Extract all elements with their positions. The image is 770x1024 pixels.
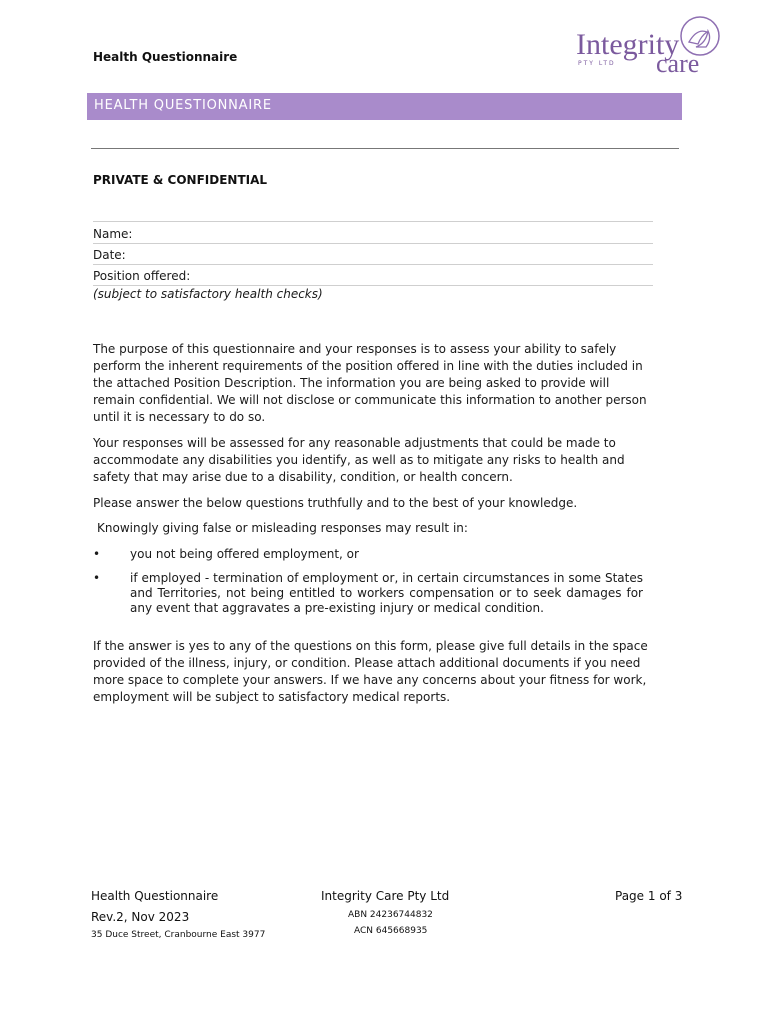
- header-title: Health Questionnaire: [93, 50, 238, 64]
- warning-paragraph: Knowingly giving false or misleading responses may result in:: [97, 521, 468, 535]
- footer-address: 35 Duce Street, Cranbourne East 3977: [91, 930, 266, 940]
- logo-integrity-text: Integrity: [576, 28, 680, 61]
- banner-title: HEALTH QUESTIONNAIRE: [94, 98, 272, 113]
- bullet-item: you not being offered employment, or: [130, 547, 359, 561]
- divider: [91, 148, 679, 149]
- purpose-paragraph: The purpose of this questionnaire and your responses is to assess your ability to safely perform the inherent requirements of the position offered in line with the duties included in the attached Position Description. The information you are being asked to provide will remain confidential. We will not disclose or communicate this information to another person until it is necessary to do so.: [93, 342, 647, 424]
- bullet-symbol: •: [93, 547, 101, 561]
- field-divider: [93, 243, 653, 244]
- logo-ptyltd-text: PTY LTD: [578, 60, 616, 67]
- footer-page-number: Page 1 of 3: [615, 889, 683, 903]
- field-divider: [93, 221, 653, 222]
- footer-acn: ACN 645668935: [354, 926, 428, 936]
- instruction-paragraph: Please answer the below questions truthfully and to the best of your knowledge.: [93, 496, 578, 510]
- name-field-label: Name:: [93, 227, 133, 241]
- field-divider: [93, 285, 653, 286]
- date-field-label: Date:: [93, 248, 126, 262]
- assessment-paragraph: Your responses will be assessed for any reasonable adjustments that could be made to accommodate any disabilities you identify, as well as to mitigate any risks to health and safety that may arise due to a disability, condition, or health concern.: [93, 436, 625, 484]
- details-paragraph: If the answer is yes to any of the questions on this form, please give full details in the space provided of the illness, injury, or condition. Please attach additional documents if you need more space to complete your answers. If we have any concerns about your fitness for work, employment will be subject to satisfactory medical reports.: [93, 639, 648, 704]
- field-note: (subject to satisfactory health checks): [93, 287, 323, 301]
- position-field-label: Position offered:: [93, 269, 191, 283]
- confidential-heading: PRIVATE & CONFIDENTIAL: [93, 173, 268, 187]
- bullet-symbol: •: [93, 571, 101, 585]
- company-logo: [572, 14, 732, 76]
- section-banner: [87, 93, 682, 120]
- footer-doc-title: Health Questionnaire: [91, 889, 219, 903]
- footer-abn: ABN 24236744832: [348, 910, 433, 920]
- footer-company: Integrity Care Pty Ltd: [321, 889, 450, 903]
- footer-revision: Rev.2, Nov 2023: [91, 910, 190, 924]
- bullet-item: if employed - termination of employment or, in certain circumstances in some States and Territories, not being entitled to workers compensation or to seek damages for any event that aggravates a pre-existing injury or medical condition.: [130, 571, 643, 615]
- field-divider: [93, 264, 653, 265]
- logo-care-text: care: [656, 49, 700, 76]
